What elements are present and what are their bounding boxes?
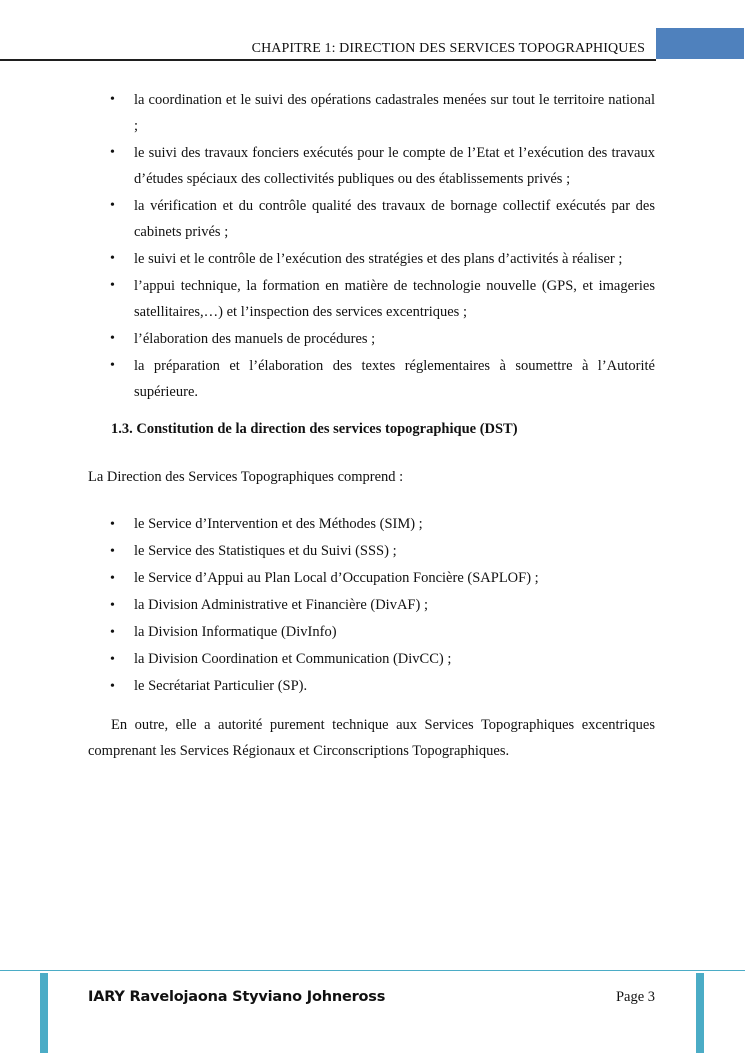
section-intro: La Direction des Services Topographiques comprend : — [88, 469, 404, 485]
list-item — [88, 326, 655, 352]
bullet-icon: • — [110, 625, 115, 640]
list-item — [88, 87, 655, 139]
bullet-icon: • — [110, 145, 115, 160]
header-rule — [0, 59, 656, 61]
list-item-text: la Division Coordination et Communication (DivCC) ; — [134, 651, 452, 667]
list-item — [88, 619, 655, 646]
list-item-text: le Service d’Appui au Plan Local d’Occupation Foncière (SAPLOF) ; — [134, 570, 539, 586]
footer-author: IARY Ravelojaona Styviano Johneross — [88, 989, 386, 1005]
bullet-icon: • — [110, 92, 115, 107]
list-item-text: le suivi et le contrôle de l’exécution des stratégies et des plans d’activités à réaliser ; — [134, 251, 623, 267]
list-item — [88, 511, 655, 538]
list-item — [88, 353, 655, 405]
list-item — [88, 646, 655, 673]
bullet-icon: • — [110, 198, 115, 213]
bullet-icon: • — [110, 544, 115, 559]
list-item-text: le suivi des travaux fonciers exécutés pour le compte de l’Etat et l’exécution des travaux d’études spéciaux des collectivités publiques ou des établissements privés ; — [134, 145, 655, 187]
closing-paragraph: En outre, elle a autorité purement technique aux Services Topographiques excentriques comprenant les Services Régionaux et Circonscriptions Topographiques. — [88, 717, 655, 759]
footer-right-bar — [696, 973, 704, 1053]
bullet-icon: • — [110, 331, 115, 346]
list-item-text: la coordination et le suivi des opérations cadastrales menées sur tout le territoire national ; — [134, 92, 655, 134]
bullet-icon: • — [110, 652, 115, 667]
section-heading: 1.3. Constitution de la direction des services topographique (DST) — [111, 421, 518, 437]
header-color-block — [656, 28, 744, 59]
bullet-icon: • — [110, 598, 115, 613]
list-item — [88, 592, 655, 619]
list-item — [88, 538, 655, 565]
list-item — [88, 273, 655, 325]
list-item — [88, 140, 655, 192]
bullet-icon: • — [110, 679, 115, 694]
chapter-title: CHAPITRE 1: DIRECTION DES SERVICES TOPOGRAPHIQUES — [251, 41, 645, 56]
bullet-icon: • — [110, 278, 115, 293]
list-item-text: la préparation et l’élaboration des textes réglementaires à soumettre à l’Autorité supérieure. — [134, 358, 655, 400]
list-item-text: la vérification et du contrôle qualité des travaux de bornage collectif exécutés par des cabinets privés ; — [134, 198, 655, 240]
list-item-text: le Service d’Intervention et des Méthodes (SIM) ; — [134, 516, 423, 532]
list-item — [88, 673, 655, 700]
list-item-text: l’appui technique, la formation en matière de technologie nouvelle (GPS, et imageries satellitaires,…) et l’inspection des services excentriques ; — [134, 278, 655, 320]
footer-left-bar — [40, 973, 48, 1053]
list-item-text: l’élaboration des manuels de procédures ; — [134, 331, 376, 347]
list-item-text: la Division Administrative et Financière (DivAF) ; — [134, 597, 428, 613]
bullet-icon: • — [110, 517, 115, 532]
list-item — [88, 565, 655, 592]
list-item — [88, 246, 655, 272]
list-item-text: la Division Informatique (DivInfo) — [134, 624, 337, 640]
list-item-text: le Service des Statistiques et du Suivi (SSS) ; — [134, 543, 397, 559]
footer-rule — [0, 970, 745, 971]
bullet-icon: • — [110, 571, 115, 586]
bullet-icon: • — [110, 358, 115, 373]
bullet-icon: • — [110, 251, 115, 266]
list-item — [88, 193, 655, 245]
units-list — [88, 511, 655, 700]
missions-list — [88, 87, 655, 406]
list-item-text: le Secrétariat Particulier (SP). — [134, 678, 308, 694]
page-number: Page 3 — [615, 989, 655, 1005]
